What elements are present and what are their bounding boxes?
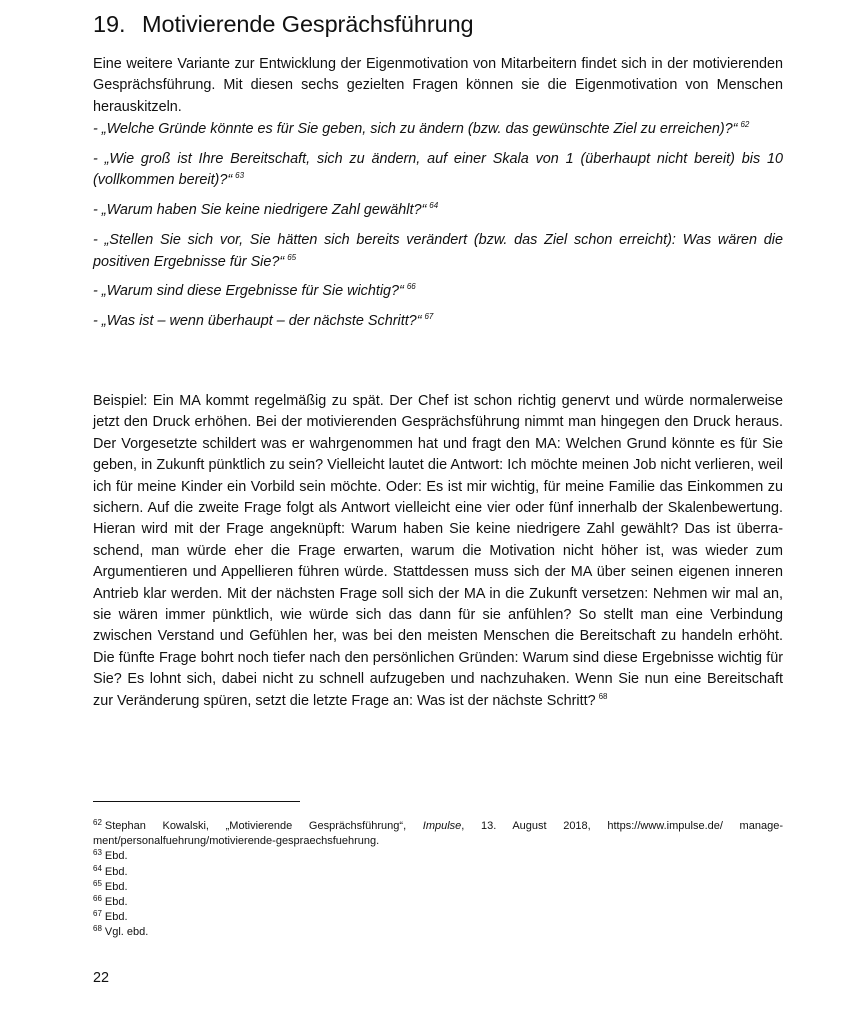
footnote-ref[interactable]: 65 (287, 252, 297, 262)
question-text: - „Stellen Sie sich vor, Sie hätten sich bereits verändert (bzw. das Ziel schon erreicht): Was wären die positiven Ergebnisse für Sie?“ (93, 232, 783, 270)
question-item (93, 311, 783, 332)
footnote-source: Impulse (422, 820, 462, 832)
example-paragraph (93, 391, 783, 712)
footnote (93, 910, 783, 925)
footnote (93, 925, 783, 940)
footnote-number: 62 (93, 818, 102, 827)
footnote (93, 880, 783, 895)
example-text: Beispiel: Ein MA kommt regelmäßig zu spät. Der Chef ist schon richtig genervt und würde normalerweise jetzt den Druck erhöhen. Bei der motivierenden Gesprächsführung nimmt man hingegen den Druck heraus. Der Vorgesetzte schildert was er wahrgenommen hat und fragt den MA: Welchen Grund könnte es für Sie geben, in Zukunft pünktlich zu sein? Vielleicht lautet die Antwort: Ich möchte meinen Job nicht verlieren, weil ich für meine Kinder ein Vorbild sein möchte. Oder: Es ist mir wichtig, für meine Familie das Einkommen zu sichern. Auf die zweite Frage folgt als Antwort vielleicht eine vier oder fünf innerhalb der Skalenbewertung. Hieran wird mit der Frage angeknüpft: Warum haben Sie keine niedrigere Zahl gewählt? Das ist überraschend, man würde eher die Frage erwarten, warum die Motivation nicht höher ist, was wieder zum Argumentieren und Appellieren führen würde. Stattdessen muss sich der MA über seinen eigenen inneren Antrieb klar werden. Mit der nächsten Frage soll sich der MA in die Zukunft versetzen: Nehmen wir mal an, sie wären immer pünktlich, wie würde sich das dann für sie anfühlen? So stellt man eine Verbindung zwischen Verstand und Gefühlen her, was bei den meisten Menschen die Bereitschaft zu handeln erhöht. Die fünfte Frage bohrt noch tiefer nach den persönlichen Gründen: Warum sind diese Ergebnisse wichtig für Sie? Es lohnt sich, dabei nicht zu schnell aufzugeben und nachzuhaken. Wenn Sie nun eine Bereitschaft zur Veränderung spüren, setzt die letzte Frage an: Was ist der nächste Schritt? (93, 393, 783, 709)
footnote (93, 895, 783, 910)
footnote-text: Ebd. (104, 880, 128, 893)
footnote-text: Ebd. (104, 911, 128, 924)
footnote-number: 64 (93, 863, 102, 873)
footnote-number: 67 (93, 909, 102, 919)
footnote-text: Vgl. ebd. (104, 926, 149, 939)
question-item (93, 200, 783, 221)
question-text: - „Welche Gründe könnte es für Sie geben, sich zu ändern (bzw. das gewünschte Ziel zu erreichen)?“ (93, 121, 738, 137)
footnote-number: 68 (93, 924, 102, 934)
footnote-list (93, 819, 783, 941)
question-item (93, 119, 783, 140)
question-item (93, 230, 783, 273)
section-number: 19. (93, 11, 126, 37)
footnote-number: 66 (93, 894, 102, 904)
footnote-ref[interactable]: 64 (429, 201, 439, 211)
question-item (93, 281, 783, 302)
footnote-ref[interactable]: 62 (740, 120, 750, 129)
footnote-text: Ebd. (104, 850, 128, 863)
footnote (93, 865, 783, 880)
question-list (93, 119, 783, 341)
question-text: - „Wie groß ist Ihre Bereitschaft, sich zu ändern, auf einer Skala von 1 (überhaupt nicht bereit) bis 10 (vollkommen bereit)?“ (93, 150, 783, 189)
question-text: - „Was ist – wenn überhaupt – der nächste Schritt?“ (93, 313, 422, 330)
footnote-text: Ebd. (104, 865, 128, 878)
footnote-text: , 13. August 2018, https://www.impulse.de/ management/personalfuehrung/motivierende-gespraechsfuehrung. (93, 820, 783, 848)
footnote-ref[interactable]: 66 (406, 282, 416, 292)
footnote-text: Stephan Kowalski, „Motivierende Gesprächsführung“, (104, 820, 423, 832)
footnote (93, 849, 783, 864)
section-heading (93, 11, 474, 38)
footnote-ref[interactable]: 63 (235, 171, 245, 181)
footnote-number: 63 (93, 848, 102, 858)
intro-paragraph: Eine weitere Variante zur Entwicklung der Eigenmotivation von Mitarbeitern findet sich in der motivierenden Gesprächsführung. Mit diesen sechs gezielten Fragen können sie die Eigenmotivation von Menschen herauskitzeln. (93, 56, 783, 115)
footnote (93, 819, 783, 849)
question-text: - „Warum sind diese Ergebnisse für Sie wichtig?“ (93, 283, 404, 300)
footnote-ref[interactable]: 68 (598, 691, 608, 701)
footnote-ref[interactable]: 67 (424, 312, 434, 322)
page-number: 22 (93, 970, 110, 986)
footnote-separator (93, 801, 300, 802)
section-title: Motivierende Gesprächsführung (142, 11, 474, 37)
footnote-number: 65 (93, 878, 102, 888)
question-text: - „Warum haben Sie keine niedrigere Zahl gewählt?“ (93, 202, 427, 219)
footnote-text: Ebd. (104, 896, 128, 909)
question-item (93, 149, 783, 192)
